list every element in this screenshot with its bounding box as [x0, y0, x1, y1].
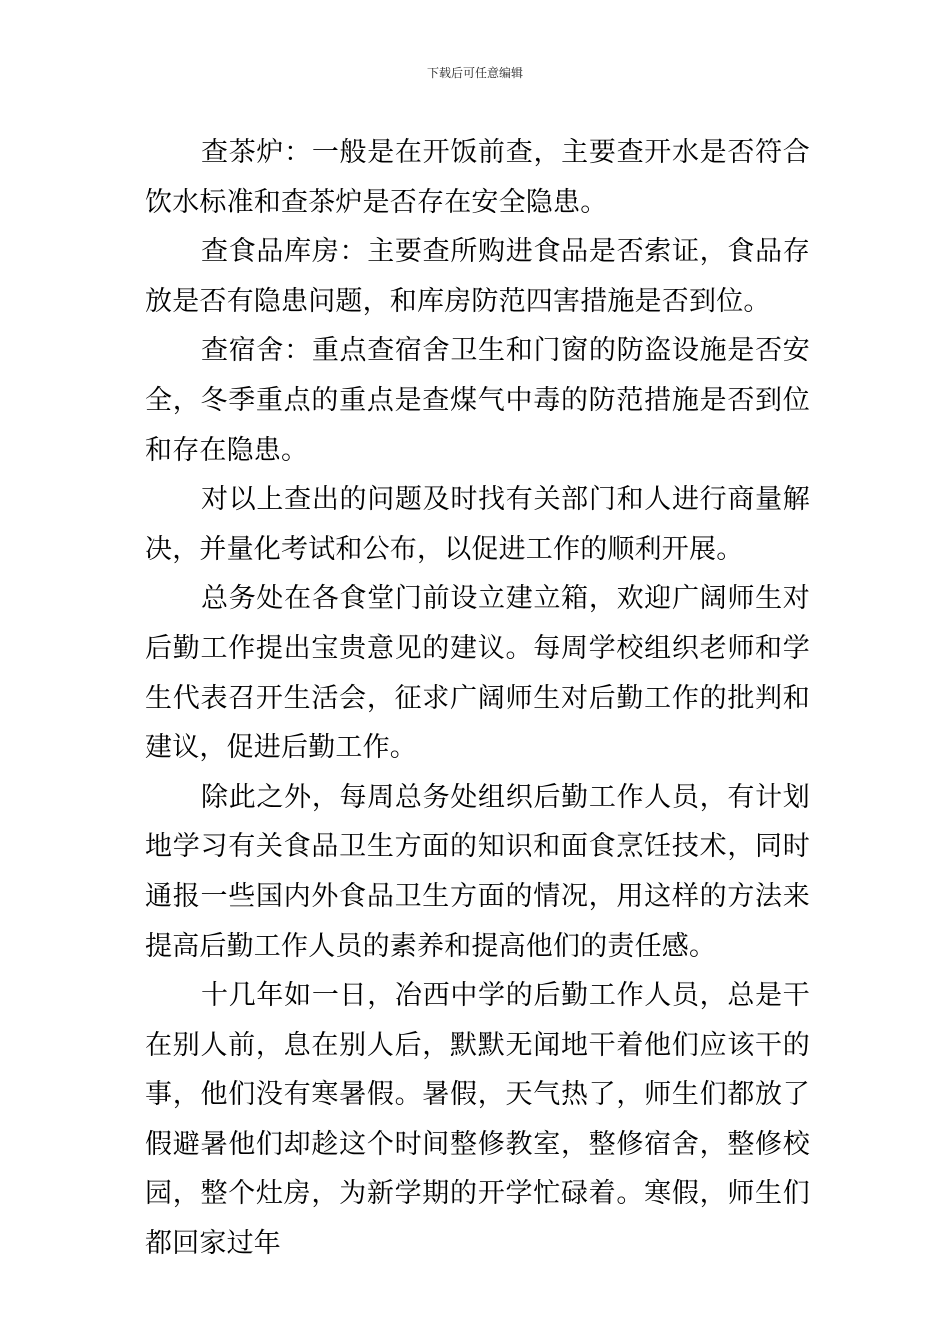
- paragraph: 查宿舍：重点查宿舍卫生和门窗的防盗设施是否安全，冬季重点的重点是查煤气中毒的防范措施是否到位和存在隐患。: [145, 335, 810, 466]
- paragraph: 除此之外，每周总务处组织后勤工作人员，有计划地学习有关食品卫生方面的知识和面食烹饪技术，同时通报一些国内外食品卫生方面的情况，用这样的方法来提高后勤工作人员的素养和提高他们的责任感。: [145, 781, 810, 962]
- paragraph: 总务处在各食堂门前设立建立箱，欢迎广阔师生对后勤工作提出宝贵意见的建议。每周学校组织老师和学生代表召开生活会，征求广阔师生对后勤工作的批判和建议，促进后勤工作。: [145, 583, 810, 764]
- paragraph: 对以上查出的问题及时找有关部门和人进行商量解决，并量化考试和公布，以促进工作的顺利开展。: [145, 484, 810, 565]
- paragraph: 查茶炉：一般是在开饭前查，主要查开水是否符合饮水标准和查茶炉是否存在安全隐患。: [145, 137, 810, 218]
- document-body: [145, 128, 810, 1269]
- paragraph: 查食品库房：主要查所购进食品是否索证，食品存放是否有隐患问题，和库房防范四害措施是否到位。: [145, 236, 810, 317]
- paragraph: 十几年如一日，冶西中学的后勤工作人员，总是干在别人前，息在别人后，默默无闻地干着他们应该干的事，他们没有寒暑假。暑假，天气热了，师生们都放了假避暑他们却趁这个时间整修教室，整修宿舍，整修校园，整个灶房，为新学期的开学忙碌着。寒假，师生们都回家过年: [145, 980, 810, 1260]
- page-header: 下载后可任意编辑: [426, 66, 523, 80]
